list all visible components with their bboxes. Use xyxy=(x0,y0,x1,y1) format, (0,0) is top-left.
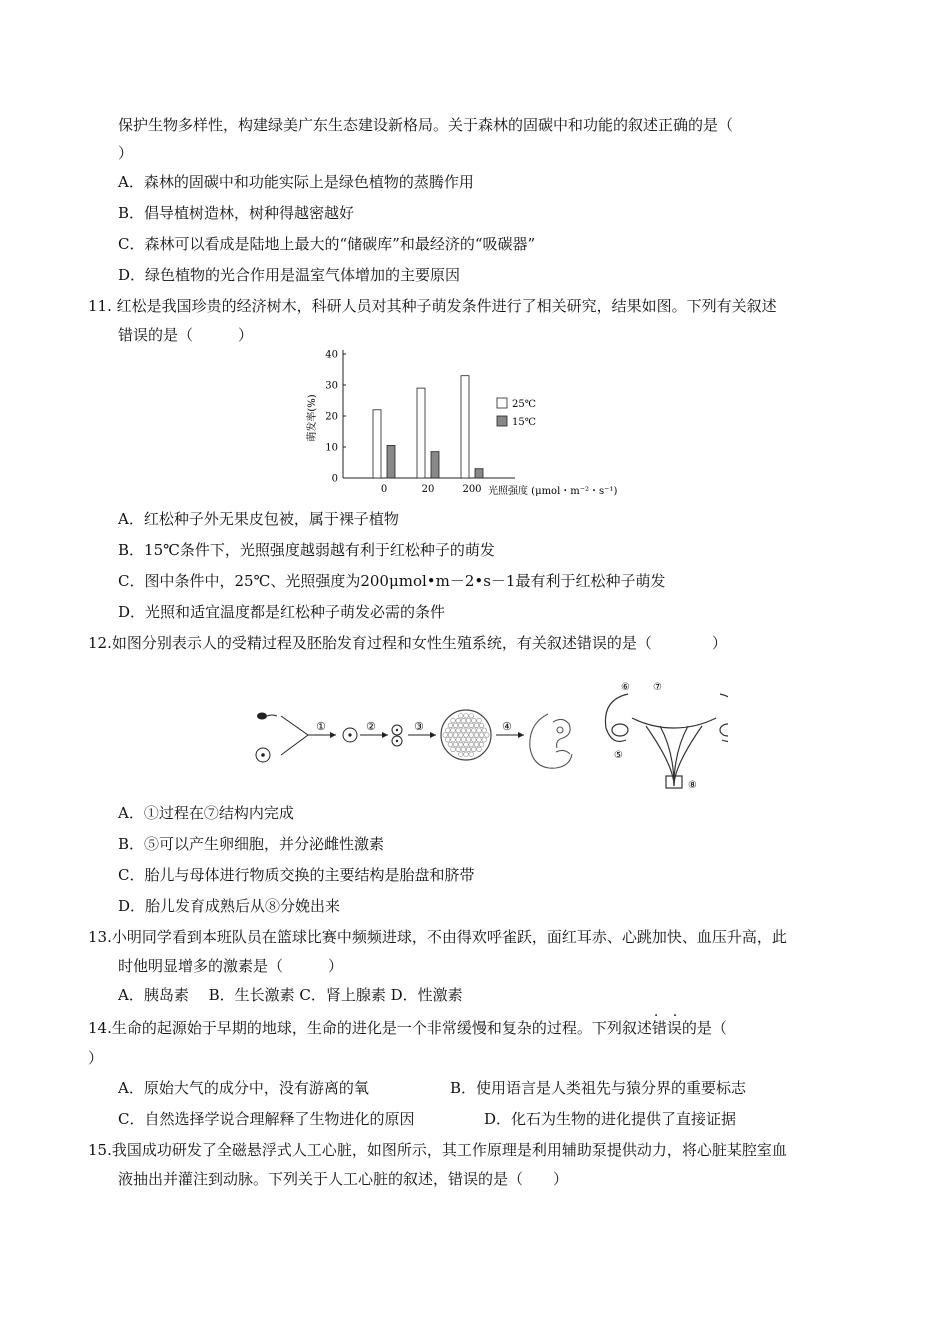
chart-bar xyxy=(417,388,425,478)
q12-option-b: B．⑤可以产生卵细胞，并分泌雌性激素 xyxy=(118,835,385,853)
chart-y-tick-label: 10 xyxy=(325,442,338,454)
chart-x-axis-label: 光照强度 (μmol・m⁻²・s⁻¹) xyxy=(488,486,618,497)
chart-x-tick-label: 0 xyxy=(380,484,388,495)
q14-option-d: D．化石为生物的进化提供了直接证据 xyxy=(484,1110,737,1128)
zygote-icon xyxy=(343,728,357,742)
q14-stem-pre: 14.生命的起源始于早期的地球，生命的进化是一个非常缓慢和复杂的过程。下列叙述 xyxy=(88,1019,652,1037)
q12-option-d: D．胎儿发育成熟后从⑧分娩出来 xyxy=(118,897,341,915)
q12-option-a: A．①过程在⑦结构内完成 xyxy=(118,804,294,822)
q11-stem-line2: 错误的是（ ） xyxy=(118,326,254,344)
q14-option-b: B．使用语言是人类祖先与猿分界的重要标志 xyxy=(450,1079,747,1097)
q15-stem-line1: 15.我国成功研发了全磁悬浮式人工心脏，如图所示，其工作原理是利用辅助泵提供动力，将心脏某腔室血 xyxy=(88,1141,787,1159)
chart-bar xyxy=(475,469,483,478)
chart-bar xyxy=(431,452,439,478)
q11-option-b: B．15℃条件下，光照强度越弱越有利于红松种子的萌发 xyxy=(118,541,495,559)
q10-option-b: B．倡导植树造林，树种得越密越好 xyxy=(118,204,355,222)
q11-option-d: D．光照和适宜温度都是红松种子萌发必需的条件 xyxy=(118,603,446,621)
chart-legend-swatch xyxy=(497,416,507,426)
chart-y-tick-label: 40 xyxy=(325,349,338,361)
q13-stem-line2: 时他明显增多的激素是（ ） xyxy=(118,957,344,975)
q14-stem-line2: ） xyxy=(88,1049,104,1067)
sperm-icon xyxy=(257,713,277,720)
q14-stem-line1 xyxy=(88,1018,727,1038)
egg-cell-icon xyxy=(256,748,270,762)
label-6: ⑥ xyxy=(621,682,630,693)
q13-stem-line1: 13.小明同学看到本班队员在篮球比赛中频频进球，不由得欢呼雀跃，面红耳赤、心跳加快、血压升高，此 xyxy=(88,928,787,946)
chart-bars xyxy=(373,376,483,478)
q14-stem-post: 的是（ xyxy=(681,1019,727,1037)
q10-option-a: A．森林的固碳中和功能实际上是绿色植物的蒸腾作用 xyxy=(118,173,474,191)
q14-option-c: C．自然选择学说合理解释了生物进化的原因 xyxy=(118,1110,415,1128)
q10-stem-line1: 保护生物多样性，构建绿美广东生态建设新格局。关于森林的固碳中和功能的叙述正确的是（ xyxy=(118,116,734,134)
chart-y-tick-label: 20 xyxy=(325,411,338,423)
female-reproductive-system-icon xyxy=(605,694,728,788)
label-4: ④ xyxy=(502,720,512,733)
q10-stem-line2: ） xyxy=(118,144,134,162)
q14-stem-emphasis: · · 错误 xyxy=(652,1018,682,1038)
fertilization-process-figure xyxy=(248,678,728,790)
chart-x-tick-label: 20 xyxy=(421,484,435,495)
chart-legend-label: 25℃ xyxy=(512,399,536,410)
label-2: ② xyxy=(366,720,376,733)
chart-y-axis-label: 萌发率(%) xyxy=(307,394,318,442)
chart-bar xyxy=(461,376,469,478)
q10-option-c: C．森林可以看成是陆地上最大的“储碳库”和最经济的“吸碳器” xyxy=(118,235,536,253)
chart-x-tick-label: 200 xyxy=(462,484,482,495)
germination-bar-chart xyxy=(300,346,660,504)
q13-options: A．胰岛素 B．生长激素 C．肾上腺素 D．性激素 xyxy=(118,986,463,1004)
chart-legend-label: 15℃ xyxy=(512,417,536,428)
chart-bar xyxy=(373,410,381,478)
chart-legend xyxy=(497,398,536,428)
q12-option-c: C．胎儿与母体进行物质交换的主要结构是胎盘和脐带 xyxy=(118,866,475,884)
label-8: ⑧ xyxy=(688,780,697,790)
two-cell-embryo-icon xyxy=(392,725,402,746)
q11-option-c: C．图中条件中，25℃、光照强度为200μmol•m－2•s－1最有利于红松种子萌发 xyxy=(118,572,666,590)
chart-y-tick-label: 0 xyxy=(331,473,338,485)
q11-stem-line1: 11. 红松是我国珍贵的经济树木，科研人员对其种子萌发条件进行了相关研究，结果如图。下列有关叙述 xyxy=(88,297,777,315)
label-5: ⑤ xyxy=(614,750,623,761)
label-1: ① xyxy=(316,720,326,733)
q14-option-a: A．原始大气的成分中，没有游离的氧 xyxy=(118,1079,369,1097)
label-7: ⑦ xyxy=(653,682,662,693)
chart-y-tick-label: 30 xyxy=(325,380,338,392)
chart-bar xyxy=(387,445,395,478)
q12-stem: 12.如图分别表示人的受精过程及胚胎发育过程和女性生殖系统，有关叙述错误的是（ ） xyxy=(88,634,727,652)
q11-option-a: A．红松种子外无果皮包被，属于裸子植物 xyxy=(118,510,399,528)
cell-mass-icon xyxy=(441,710,491,760)
q10-option-d: D．绿色植物的光合作用是温室气体增加的主要原因 xyxy=(118,266,461,284)
label-3: ③ xyxy=(414,720,424,733)
fetus-icon xyxy=(530,714,572,768)
q15-stem-line2: 液抽出并灌注到动脉。下列关于人工心脏的叙述，错误的是（ ） xyxy=(118,1170,569,1188)
chart-legend-swatch xyxy=(497,398,507,408)
